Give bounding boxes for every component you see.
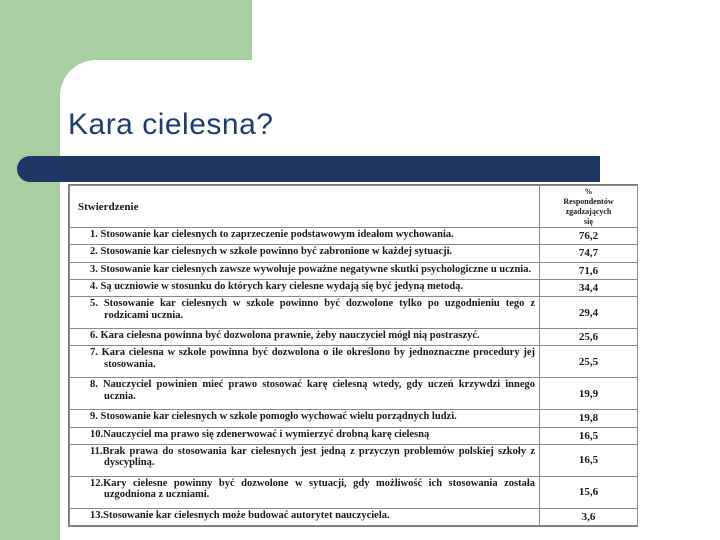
row-percent: 29,4	[540, 297, 638, 329]
row-percent: 76,2	[540, 228, 638, 245]
row-statement: 7. Kara cielesna w szkole powinna być dozwolona o ile określono by jednoznaczne procedury jej stosowania.	[70, 346, 540, 378]
header-statement: Stwierdzenie	[70, 186, 540, 228]
row-percent: 19,8	[540, 410, 638, 427]
row-statement: 11.Brak prawa do stosowania kar cielesnych jest jedną z przyczyn problemów polskiej szkoły z dyscypliną.	[70, 444, 540, 476]
table-row	[70, 476, 638, 508]
table-row	[70, 262, 638, 279]
header-percent-line: się	[584, 216, 593, 226]
slide-title: Kara cielesna?	[68, 108, 274, 141]
table-row	[70, 444, 638, 476]
row-percent: 16,5	[540, 427, 638, 444]
row-statement: 13.Stosowanie kar cielesnych może budować autorytet nauczyciela.	[70, 508, 540, 525]
survey-table	[68, 184, 638, 527]
row-percent: 34,4	[540, 279, 638, 296]
row-statement: 5. Stosowanie kar cielesnych w szkole powinno być dozwolone tylko po uzgodnieniu tego z rodzicami ucznia.	[70, 297, 540, 329]
row-statement: 12.Kary cielesne powinny być dozwolone w sytuacji, gdy możliwość ich stosowania została uzgodniona z uczniami.	[70, 476, 540, 508]
title-divider-bar	[17, 156, 600, 182]
table-row	[70, 228, 638, 245]
table-row	[70, 427, 638, 444]
row-percent: 71,6	[540, 262, 638, 279]
table-row	[70, 508, 638, 525]
header-percent-line: zgadzających	[565, 206, 612, 216]
table-row	[70, 297, 638, 329]
table-header-row	[70, 186, 638, 228]
row-percent: 19,9	[540, 378, 638, 410]
row-percent: 15,6	[540, 476, 638, 508]
header-percent	[540, 186, 638, 228]
table-row	[70, 378, 638, 410]
survey-table-grid	[69, 185, 638, 526]
row-statement: 9. Stosowanie kar cielesnych w szkole pomogło wychować wielu porządnych ludzi.	[70, 410, 540, 427]
row-percent: 3,6	[540, 508, 638, 525]
table-row	[70, 346, 638, 378]
row-percent: 16,5	[540, 444, 638, 476]
row-statement: 10.Nauczyciel ma prawo się zdenerwować i wymierzyć drobną karę cielesną	[70, 427, 540, 444]
header-percent-line: %	[584, 186, 593, 196]
row-statement: 4. Są uczniowie w stosunku do których kary cielesne wydają się być jedyną metodą.	[70, 279, 540, 296]
row-statement: 6. Kara cielesna powinna być dozwolona prawnie, żeby nauczyciel mógł nią postraszyć.	[70, 329, 540, 346]
row-statement: 3. Stosowanie kar cielesnych zawsze wywołuje poważne negatywne skutki psychologiczne u ucznia.	[70, 262, 540, 279]
table-row	[70, 245, 638, 262]
header-percent-line: Respondentów	[563, 196, 614, 206]
row-percent: 25,6	[540, 329, 638, 346]
row-percent: 25,5	[540, 346, 638, 378]
row-statement: 8. Nauczyciel powinien mieć prawo stosować karę cielesną wtedy, gdy uczeń krzywdzi innego ucznia.	[70, 378, 540, 410]
row-statement: 2. Stosowanie kar cielesnych w szkole powinno być zabronione w każdej sytuacji.	[70, 245, 540, 262]
table-row	[70, 329, 638, 346]
row-percent: 74,7	[540, 245, 638, 262]
table-row	[70, 410, 638, 427]
table-row	[70, 279, 638, 296]
row-statement: 1. Stosowanie kar cielesnych to zaprzeczenie podstawowym ideałom wychowania.	[70, 228, 540, 245]
